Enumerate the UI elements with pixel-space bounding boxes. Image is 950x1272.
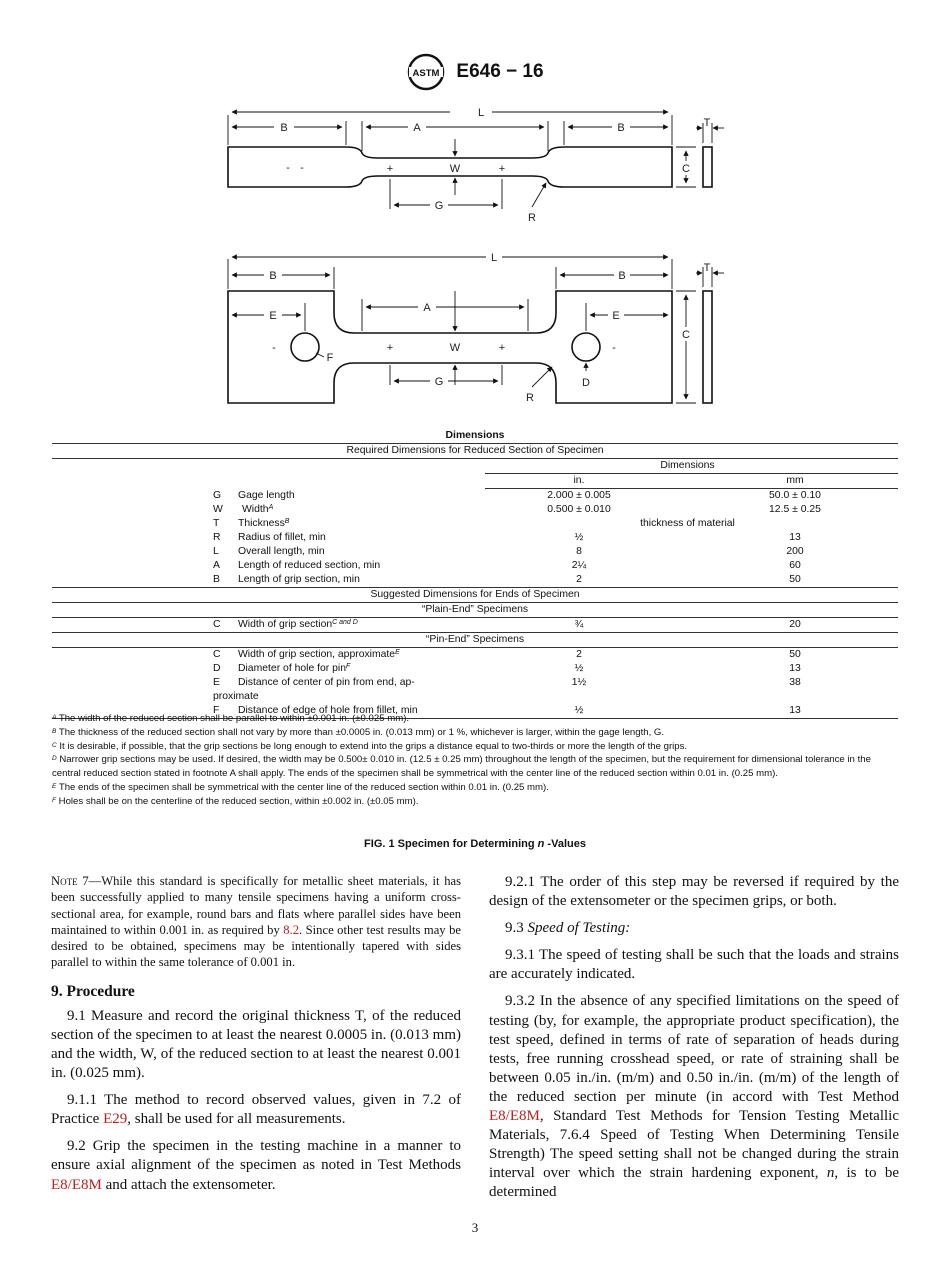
astm-logo bbox=[406, 52, 446, 92]
note-text-1: —While this standard is specifically for metallic sheet materials, it has been successfully applied to many tensile specimens having a uniform cross-sectional area, for example, round bars and flats where parallel sides have been maintained to within 0.001 in. as required by bbox=[51, 874, 461, 937]
row-letter: C bbox=[213, 649, 221, 660]
document-number: E646 − 16 bbox=[456, 61, 544, 82]
table-row bbox=[52, 517, 898, 531]
row-in: ½ bbox=[574, 663, 584, 674]
para-9-3-2 bbox=[489, 992, 899, 1202]
row-letter: G bbox=[213, 490, 222, 501]
row-mm: 38 bbox=[789, 677, 801, 688]
units-row bbox=[52, 474, 898, 488]
dim-label-W-bottom: W bbox=[449, 342, 461, 354]
row-in: 8 bbox=[576, 546, 582, 557]
row-span-value: thickness of material bbox=[640, 518, 735, 529]
row-letter: L bbox=[213, 546, 219, 557]
row-desc: Width of grip section bbox=[238, 619, 333, 630]
dim-label-C-bottom: C bbox=[682, 329, 690, 341]
note-text-2: . Since other test results may be desired to be obtained, specimens may be intentionally tapered with sides parallel to within the same tolerance of 0.001 in. bbox=[51, 922, 461, 970]
row-desc: Length of reduced section, min bbox=[238, 560, 381, 571]
unit-mm: mm bbox=[786, 475, 804, 486]
row-letter: W bbox=[213, 504, 223, 515]
row-in: 2 bbox=[576, 574, 582, 585]
dim-label-R-top: R bbox=[528, 212, 536, 224]
footnote-text: The ends of the specimen shall be symmetrical with the center line of the reduced section within 0.01 in. (0.25 mm). bbox=[58, 781, 549, 793]
dim-label-B-top-left: B bbox=[280, 122, 288, 134]
para-title: Speed of Testing: bbox=[527, 920, 631, 937]
footnote bbox=[52, 740, 900, 754]
dim-label-L-bottom: L bbox=[490, 252, 498, 264]
left-column bbox=[51, 873, 461, 1203]
dim-label-G-top: G bbox=[434, 200, 444, 212]
row-desc: Distance of edge of hole from fillet, min bbox=[238, 705, 418, 716]
dimensions-table bbox=[52, 429, 898, 719]
row-letter: E bbox=[213, 677, 220, 688]
row-mm: 200 bbox=[786, 546, 804, 557]
specimen-drawing bbox=[210, 95, 750, 415]
row-letter: B bbox=[213, 574, 220, 585]
centerline-dash-bottom-left: - bbox=[272, 342, 276, 354]
table-row bbox=[52, 489, 898, 503]
row-in: ½ bbox=[574, 532, 584, 543]
row-letter: R bbox=[213, 532, 221, 543]
plain-end-heading: “Plain-End” Specimens bbox=[421, 604, 529, 615]
row-desc: Length of grip section, min bbox=[238, 574, 360, 585]
row-mm: 12.5 ± 0.25 bbox=[769, 504, 821, 515]
row-in: ½ bbox=[574, 705, 584, 716]
para-num: 9.3 bbox=[505, 920, 528, 937]
row-desc-wrap bbox=[238, 662, 350, 676]
para-text: 9.1.1 The method to record observed values, given in 7.2 of Practice bbox=[51, 1092, 461, 1128]
required-heading: Required Dimensions for Reduced Section of Specimen bbox=[346, 445, 604, 456]
row-desc: Width bbox=[242, 504, 269, 515]
footnote bbox=[52, 795, 900, 809]
para-9-2 bbox=[51, 1137, 461, 1194]
pin-end-heading: “Pin-End” Specimens bbox=[425, 634, 525, 645]
row-letter: T bbox=[213, 518, 220, 529]
link-e8-e8m-2[interactable]: E8/E8M bbox=[489, 1108, 540, 1125]
footnote bbox=[52, 726, 900, 740]
row-desc-continued: proximate bbox=[213, 691, 259, 702]
row-in: 2¼ bbox=[571, 560, 587, 571]
link-e29[interactable]: E29 bbox=[103, 1111, 128, 1128]
footnote-mark: F bbox=[52, 796, 56, 804]
para-text: , Standard Test Methods for Tension Testing Metallic Materials, 7.6.4 Speed of Testing When Determining Tensile Strength) The speed setting shall not be changed during the strain interval over which the strain hardening exponent, bbox=[489, 1108, 899, 1182]
row-in: 2.000 ± 0.005 bbox=[547, 490, 611, 501]
table-title: Dimensions bbox=[445, 430, 505, 441]
dim-label-B-bottom-left: B bbox=[269, 270, 277, 282]
row-desc: Width of grip section, approximate bbox=[238, 649, 396, 660]
table-row bbox=[52, 648, 898, 662]
para-9-1-1 bbox=[51, 1091, 461, 1129]
row-mm: 50.0 ± 0.10 bbox=[769, 490, 821, 501]
para-text: , shall be used for all measurements. bbox=[127, 1111, 346, 1128]
figure-caption bbox=[0, 838, 950, 850]
table-row bbox=[52, 503, 898, 517]
footnote-text: It is desirable, if possible, that the grip sections be long enough to extend into the grips a distance equal to two-thirds or more the length of the grips. bbox=[59, 740, 688, 752]
centerline-dash-top-1: - bbox=[286, 162, 290, 174]
row-desc-wrap bbox=[238, 648, 400, 662]
center-mark-left-bottom: + bbox=[386, 342, 394, 354]
row-mm: 50 bbox=[789, 649, 801, 660]
footnote bbox=[52, 753, 900, 781]
row-desc: Distance of center of pin from end, ap- bbox=[238, 677, 415, 688]
dim-label-C-top: C bbox=[682, 163, 690, 175]
caption-prefix: FIG. 1 Specimen for Determining bbox=[364, 838, 538, 850]
row-letter: F bbox=[213, 705, 220, 716]
dim-label-B-top-right: B bbox=[617, 122, 625, 134]
page-header bbox=[0, 52, 950, 92]
footnote-text: The width of the reduced section shall be parallel to within ±0.001 in. (±0.025 mm). bbox=[58, 713, 410, 724]
dimensions-header-row bbox=[52, 459, 898, 473]
row-mm: 60 bbox=[789, 560, 801, 571]
footnote-mark: E bbox=[52, 782, 57, 790]
footnote bbox=[52, 712, 900, 726]
row-mm: 50 bbox=[789, 574, 801, 585]
table-row bbox=[52, 618, 898, 632]
row-letter: D bbox=[213, 663, 221, 674]
para-text: 9.2 Grip the specimen in the testing machine in a manner to ensure axial alignment of the specimen as noted in Test Methods bbox=[51, 1138, 461, 1174]
dimensions-label: Dimensions bbox=[660, 460, 715, 471]
para-text: 9.3.2 In the absence of any specified limitations on the speed of testing (by, for example, the appropriate product specification), the test speed, defined in terms of rate of separation of heads during tests, free running crosshead speed, or rate of straining shall be between 0.05 in./in. (m/m) and 0.50 in./in. (m/m) of the length of the reduced section per minute (in accord with Test Method bbox=[489, 993, 899, 1105]
suggested-heading: Suggested Dimensions for Ends of Specimen bbox=[370, 589, 580, 600]
footnote-text: Holes shall be on the centerline of the reduced section, within ±0.002 in. (±0.05 mm). bbox=[58, 795, 419, 807]
dim-label-R-bottom: R bbox=[526, 392, 534, 404]
section-heading-procedure: 9. Procedure bbox=[51, 982, 135, 1000]
footnote bbox=[52, 781, 900, 795]
page-number: 3 bbox=[471, 1220, 479, 1235]
astm-logo-text: ASTM bbox=[412, 68, 440, 79]
center-mark-right-top: + bbox=[498, 163, 506, 175]
footnote-text: Narrower grip sections may be used. If desired, the width may be 0.500± 0.010 in. (12.5 ± 0.25 mm) throughout the length of the specimen, but the requirement for dimensional tolerance in the central reduced section stated in footnote A shall apply. The ends of the specimen shall be symmetrical with the center line of the reduced section within 0.01 in. (0.25 mm). bbox=[52, 754, 871, 780]
link-8-2[interactable]: 8.2 bbox=[283, 922, 300, 937]
center-mark-left-top: + bbox=[386, 163, 394, 175]
para-text: , is to be determined bbox=[489, 1165, 899, 1201]
row-mm: 13 bbox=[789, 663, 801, 674]
table-row bbox=[52, 573, 898, 587]
table-row bbox=[52, 531, 898, 545]
caption-suffix: -Values bbox=[544, 838, 586, 850]
footnote-mark: D bbox=[52, 755, 57, 763]
para-text: and attach the extensometer. bbox=[101, 1176, 276, 1193]
footnote-mark: A bbox=[52, 714, 57, 721]
dim-label-F: F bbox=[326, 352, 334, 364]
row-desc-wrap bbox=[238, 618, 358, 632]
caption-n: n bbox=[537, 838, 545, 850]
footnote-ref: F bbox=[346, 663, 351, 670]
table-row bbox=[52, 662, 898, 676]
pin-end-specimen bbox=[228, 252, 724, 404]
footnote-ref: B bbox=[284, 518, 290, 525]
note-label: Note 7 bbox=[51, 874, 89, 888]
footnote-text: The thickness of the reduced section shall not vary by more than ±0.0005 in. (0.013 mm) or 1 %, whichever is larger, within the gage length, G. bbox=[58, 726, 665, 738]
dim-label-T-bottom: T bbox=[703, 262, 711, 274]
dim-label-A-top: A bbox=[413, 122, 421, 134]
dim-label-A-bottom: A bbox=[423, 302, 431, 314]
row-desc: Radius of fillet, min bbox=[238, 532, 326, 543]
footnote-ref: E bbox=[395, 649, 400, 656]
row-mm: 20 bbox=[789, 619, 801, 630]
dim-label-D: D bbox=[582, 377, 590, 389]
para-9-3 bbox=[489, 919, 899, 938]
right-column bbox=[489, 873, 899, 1211]
row-desc: Thickness bbox=[238, 518, 285, 529]
row-in: 1½ bbox=[571, 677, 587, 688]
unit-in: in. bbox=[573, 475, 585, 486]
dim-label-E-left: E bbox=[269, 310, 277, 322]
table-row bbox=[52, 676, 898, 690]
row-in: 2 bbox=[576, 649, 582, 660]
row-in: 0.500 ± 0.010 bbox=[547, 504, 611, 515]
footnote-ref: C and D bbox=[332, 619, 358, 626]
link-e8-e8m[interactable]: E8/E8M bbox=[51, 1176, 102, 1193]
footnote-ref: A bbox=[268, 504, 274, 511]
note-7 bbox=[51, 873, 461, 971]
plain-end-specimen bbox=[228, 107, 724, 224]
row-letter: C bbox=[213, 619, 221, 630]
row-desc: Diameter of hole for pin bbox=[238, 663, 347, 674]
dim-label-B-bottom-right: B bbox=[618, 270, 626, 282]
centerline-dash-top-2: - bbox=[300, 162, 304, 174]
para-9-1: 9.1 Measure and record the original thickness T, of the reduced section of the specimen to at least the nearest 0.0005 in. (0.013 mm) and the width, W, of the reduced section to at least the nearest 0.001 in. (0.025 mm). bbox=[51, 1007, 461, 1082]
row-mm: 13 bbox=[789, 532, 801, 543]
dim-label-T-top: T bbox=[703, 117, 711, 129]
centerline-dash-bottom-right: - bbox=[612, 342, 616, 354]
row-desc: Overall length, min bbox=[238, 546, 325, 557]
row-desc-wrap bbox=[238, 517, 289, 531]
center-mark-right-bottom: + bbox=[498, 342, 506, 354]
para-n: n bbox=[826, 1165, 835, 1182]
dim-label-E-right: E bbox=[612, 310, 620, 322]
table-row bbox=[52, 559, 898, 573]
dim-label-L-top: L bbox=[477, 107, 485, 119]
dim-label-G-bottom: G bbox=[434, 376, 444, 388]
row-in: ¾ bbox=[574, 619, 584, 630]
row-desc-wrap bbox=[242, 503, 273, 517]
table-footnotes bbox=[52, 712, 900, 809]
footnote-mark: C bbox=[52, 741, 57, 749]
row-desc: Gage length bbox=[238, 490, 295, 501]
row-letter: A bbox=[213, 560, 220, 571]
para-9-3-1: 9.3.1 The speed of testing shall be such that the loads and strains are accurately indicated. bbox=[489, 947, 899, 983]
row-mm: 13 bbox=[789, 705, 801, 716]
dim-label-W-top: W bbox=[449, 163, 461, 175]
footnote-mark: B bbox=[52, 727, 57, 735]
table-row-continuation bbox=[52, 690, 898, 704]
para-9-2-1: 9.2.1 The order of this step may be reversed if required by the design of the extensometer or the specimen grips, or both. bbox=[489, 874, 899, 910]
table-row bbox=[52, 545, 898, 559]
